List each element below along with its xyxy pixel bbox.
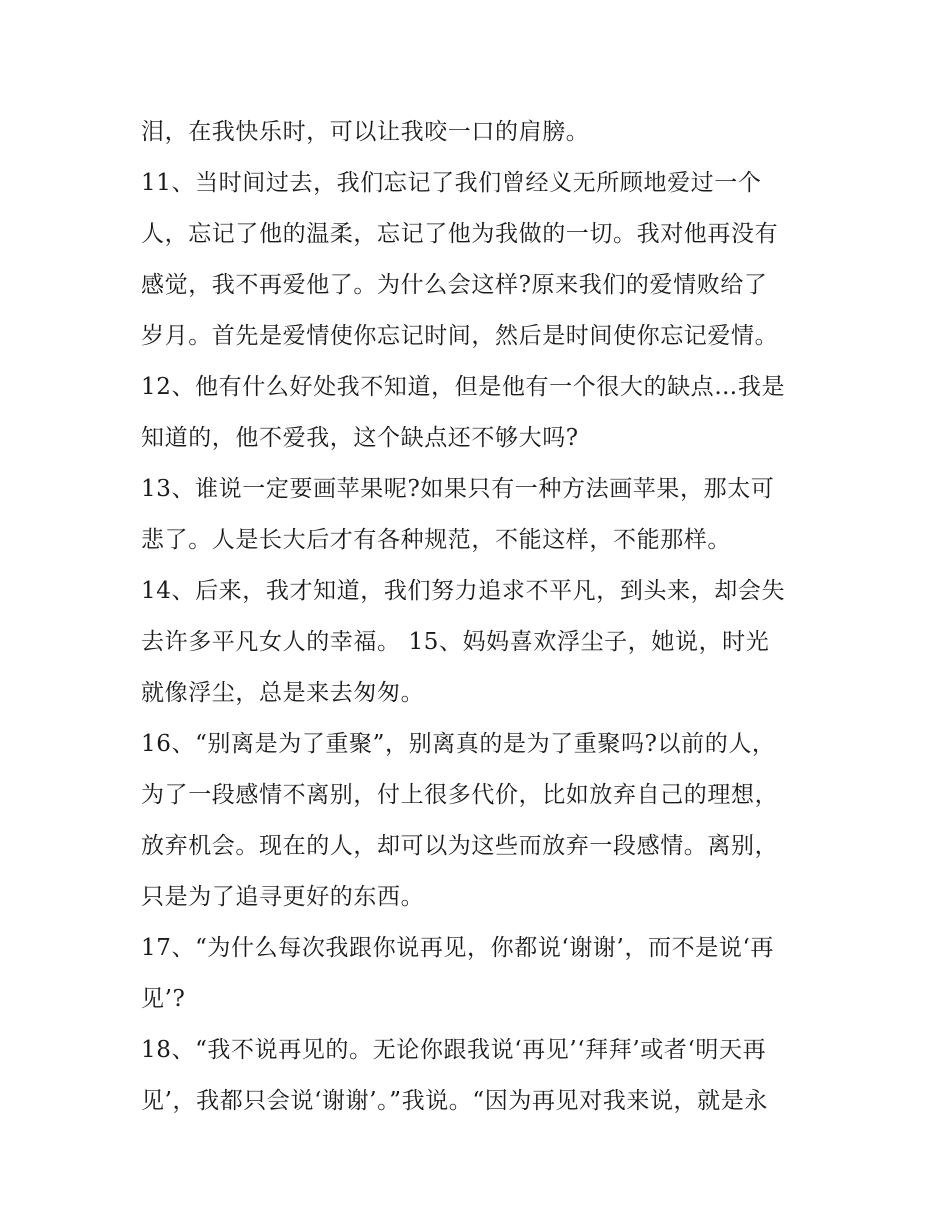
text-line: 就像浮尘，总是来去匆匆。 — [141, 680, 425, 706]
text-line: 只是为了追寻更好的东西。 — [141, 884, 425, 910]
text-line: 见’，我都只会说‘谢谢’。”我说。“因为再见对我来说，就是永 — [141, 1088, 768, 1114]
text-line: 12、他有什么好处我不知道，但是他有一个很大的缺点…我是 — [141, 374, 786, 400]
text-line: 悲了。人是长大后才有各种规范，不能这样，不能那样。 — [141, 527, 731, 553]
text-line: 13、谁说一定要画苹果呢?如果只有一种方法画苹果，那太可 — [141, 476, 775, 502]
text-line: 17、“为什么每次我跟你说再见，你都说‘谢谢’，而不是说‘再 — [141, 935, 774, 961]
body-text — [141, 107, 831, 1127]
text-line: 16、“别离是为了重聚”，别离真的是为了重聚吗?以前的人， — [141, 731, 776, 757]
text-line: 去许多平凡女人的幸福。 15、妈妈喜欢浮尘子，她说，时光 — [141, 629, 770, 655]
text-line: 11、当时间过去，我们忘记了我们曾经义无所顾地爱过一个 — [141, 170, 762, 196]
text-line: 18、“我不说再见的。无论你跟我说‘再见’‘拜拜’或者‘明天再 — [141, 1037, 767, 1063]
text-line: 放弃机会。现在的人，却可以为这些而放弃一段感情。离别， — [141, 833, 779, 859]
text-line: 为了一段感情不离别，付上很多代价，比如放弃自己的理想， — [141, 782, 779, 808]
text-line: 人，忘记了他的温柔，忘记了他为我做的一切。我对他再没有 — [141, 221, 779, 247]
text-line: 见’? — [141, 986, 186, 1012]
text-line: 岁月。首先是爱情使你忘记时间，然后是时间使你忘记爱情。 — [141, 323, 779, 349]
text-line: 感觉，我不再爱他了。为什么会这样?原来我们的爱情败给了 — [141, 272, 768, 298]
text-line: 泪，在我快乐时，可以让我咬一口的肩膀。 — [141, 119, 590, 145]
text-line: 14、后来，我才知道，我们努力追求不平凡，到头来，却会失 — [141, 578, 786, 604]
text-line: 知道的，他不爱我，这个缺点还不够大吗? — [141, 425, 579, 451]
